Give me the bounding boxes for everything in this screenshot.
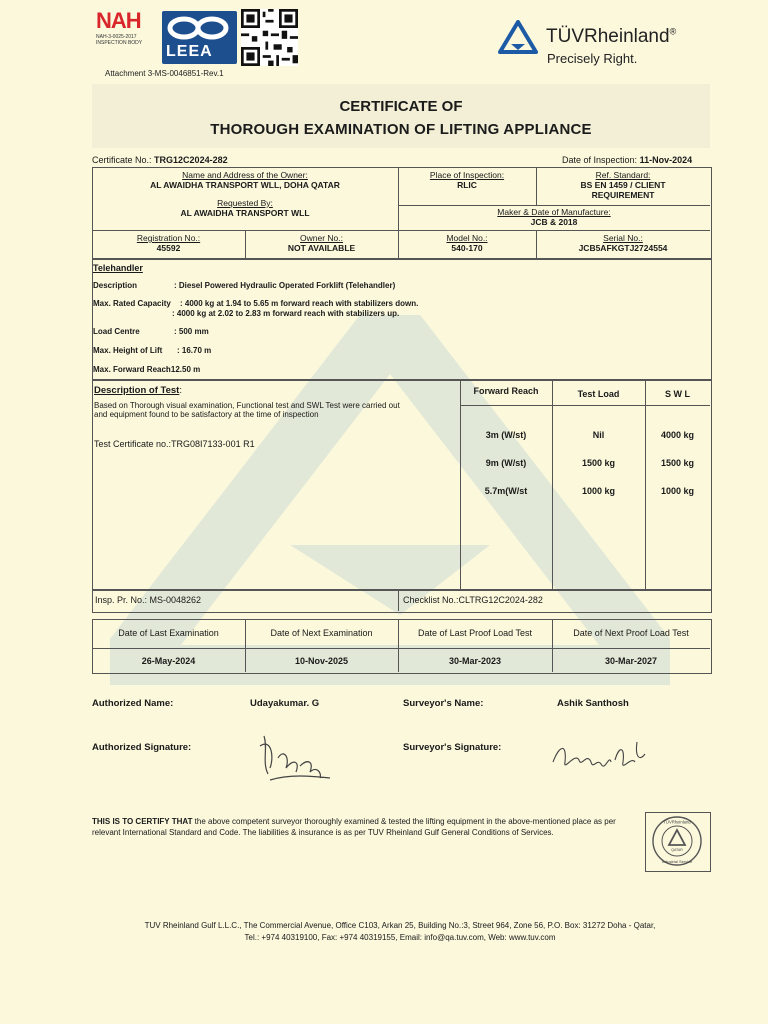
capacity-label: Max. Rated Capacity <box>93 299 171 308</box>
maker-value: JCB & 2018 <box>530 217 578 227</box>
row3-swl: 1000 kg <box>660 486 695 496</box>
place-cell <box>398 170 536 190</box>
surveyor-name: Ashik Santhosh <box>557 698 629 709</box>
surveyor-name-label: Surveyor's Name: <box>403 698 484 709</box>
leea-chain-icon <box>162 13 237 43</box>
authorized-name: Udayakumar. G <box>250 698 320 709</box>
description-value: : Diesel Powered Hydraulic Operated Forklift (Telehandler) <box>174 281 396 290</box>
load-centre-value: : 500 mm <box>174 327 209 336</box>
test-heading: Description of Test <box>94 385 180 396</box>
reach-label: Max. Forward Reach <box>93 365 171 374</box>
owner-no-cell <box>245 233 398 253</box>
nah-line2: INSPECTION BODY <box>96 40 143 46</box>
footer-line1: TUV Rheinland Gulf L.L.C., The Commercial Avenue, Office C103, Arkan 25, Building No.:3, Street 964, Zone 56, P.O. Box: 31272 Doha - Qatar, <box>144 921 656 930</box>
nah-line1: NAH-3-0025-2017 <box>96 34 137 40</box>
certificate-number-label: Certificate No.: <box>92 155 152 165</box>
height-value: : 16.70 m <box>177 346 212 355</box>
last-proof-label: Date of Last Proof Load Test <box>418 628 532 638</box>
last-proof-date: 30-Mar-2023 <box>448 656 502 666</box>
row3-load: 1000 kg <box>581 486 616 496</box>
row2-reach: 9m (W/st) <box>485 458 527 468</box>
stamp-center-text: QATAR <box>671 848 683 852</box>
last-exam-label: Date of Last Examination <box>118 628 219 638</box>
standard-value-line1: BS EN 1459 / CLIENT <box>580 180 666 190</box>
next-exam-label: Date of Next Examination <box>270 628 373 638</box>
checklist-no: Checklist No.:CLTRG12C2024-282 <box>403 595 543 605</box>
next-proof-label: Date of Next Proof Load Test <box>573 628 689 638</box>
serial-value: JCB5AFKGTJ2724554 <box>578 243 668 253</box>
requested-by-label: Requested By: <box>217 198 273 208</box>
row3-reach: 5.7m(W/st <box>484 486 528 496</box>
owner-cell <box>92 170 398 218</box>
insp-pr-no: Insp. Pr. No.: MS-0048262 <box>95 595 202 605</box>
certificate-number: TRG12C2024-282 <box>154 155 228 165</box>
title-line2: THOROUGH EXAMINATION OF LIFTING APPLIANCE <box>210 121 592 138</box>
description-label: Description <box>93 281 138 290</box>
next-proof-date: 30-Mar-2027 <box>604 656 658 666</box>
equipment-block <box>92 258 712 381</box>
model-value: 540-170 <box>451 243 483 253</box>
owner-no-value: NOT AVAILABLE <box>287 243 356 253</box>
tuv-triangle-logo-icon <box>498 20 538 54</box>
surveyor-signature-label: Surveyor's Signature: <box>403 742 502 753</box>
capacity-line1: : 4000 kg at 1.94 to 5.65 m forward reach with stabilizers down. <box>180 299 419 308</box>
standard-cell <box>536 170 710 200</box>
inspection-date-row <box>562 155 692 165</box>
tuv-tagline: Precisely Right. <box>547 51 638 66</box>
qr-code-icon <box>240 9 299 66</box>
owner-no-label: Owner No.: <box>300 233 343 243</box>
title-band <box>92 84 710 148</box>
registration-cell <box>92 233 245 253</box>
place-value: RLIC <box>457 180 477 190</box>
model-label: Model No.: <box>446 233 488 243</box>
serial-label: Serial No.: <box>603 233 643 243</box>
last-exam-date: 26-May-2024 <box>141 656 196 666</box>
nah-logo-letters: NAH <box>96 8 141 33</box>
reach-value: : 12.50 m <box>166 365 201 374</box>
attachment-reference: Attachment 3-MS-0046851-Rev.1 <box>105 69 224 78</box>
surveyor-signature <box>545 732 655 782</box>
load-centre-label: Load Centre <box>93 327 140 336</box>
requested-by-value: AL AWAIDHA TRANSPORT WLL <box>180 208 310 218</box>
stamp-bottom-text: Industrial Service <box>661 859 693 864</box>
leea-logo <box>162 11 237 64</box>
standard-label: Ref. Standard: <box>595 170 651 180</box>
title-line1: CERTIFICATE OF <box>339 98 463 115</box>
tuv-registered-mark: ® <box>669 26 677 37</box>
nah-logo <box>96 10 156 58</box>
col-test-load: Test Load <box>577 389 620 399</box>
owner-value: AL AWAIDHA TRANSPORT WLL, DOHA QATAR <box>150 180 340 190</box>
nah-accreditation-text <box>96 34 156 46</box>
test-text-line1: Based on Thorough visual examination, Functional test and SWL Test were carried out <box>94 401 400 410</box>
test-heading-colon: : <box>179 385 182 396</box>
next-exam-date: 10-Nov-2025 <box>294 656 349 666</box>
authorized-signature-label: Authorized Signature: <box>92 742 192 753</box>
test-description <box>94 401 456 419</box>
registration-label: Registration No.: <box>136 233 201 243</box>
inspection-date-label: Date of Inspection: <box>562 155 638 165</box>
stamp-top-text: TÜVRheinland <box>663 819 691 825</box>
authorized-name-label: Authorized Name: <box>92 698 174 709</box>
col-forward-reach: Forward Reach <box>473 386 539 396</box>
row2-swl: 1500 kg <box>660 458 695 468</box>
authorized-signature <box>250 728 340 784</box>
place-label: Place of Inspection: <box>429 170 505 180</box>
registration-value: 45592 <box>156 243 181 253</box>
test-certificate-no: Test Certificate no.:TRG08I7133-001 R1 <box>94 439 255 449</box>
certify-lead: THIS IS TO CERTIFY THAT <box>92 817 193 826</box>
equipment-heading: Telehandler <box>93 263 143 273</box>
tuv-seal-stamp <box>651 815 703 867</box>
model-cell <box>398 233 536 253</box>
leea-text: LEEA <box>166 43 213 60</box>
company-footer <box>80 920 720 944</box>
col-swl: S W L <box>665 389 690 399</box>
certify-statement <box>92 816 632 838</box>
tuv-brand-name <box>546 26 676 48</box>
test-text-line2: and equipment found to be satisfactory at the time of inspection <box>94 410 319 419</box>
owner-label: Name and Address of the Owner: <box>182 170 308 180</box>
certificate-number-row <box>92 155 228 165</box>
row1-load: Nil <box>592 430 605 440</box>
height-label: Max. Height of Lift <box>93 346 163 355</box>
footer-line2: Tel.: +974 40319100, Fax: +974 40319155, Email: info@qa.tuv.com, Web: www.tuv.com <box>244 933 556 942</box>
serial-cell <box>536 233 710 253</box>
row1-swl: 4000 kg <box>660 430 695 440</box>
maker-cell <box>398 207 710 227</box>
capacity-line2: : 4000 kg at 2.02 to 2.83 m forward reach with stabilizers up. <box>172 309 400 318</box>
row1-reach: 3m (W/st) <box>485 430 527 440</box>
tuv-brand-text: TÜVRheinland <box>546 26 670 47</box>
inspection-date: 11-Nov-2024 <box>639 155 693 165</box>
test-heading-row <box>94 385 182 396</box>
standard-value-line2: REQUIREMENT <box>591 190 655 200</box>
certify-text: the above competent surveyor thoroughly examined & tested the lifting equipment in the above-mentioned place as per relevant International Standard and Code. The liabilities & insurance is as per TUV Rheinland Gulf General Conditions of Services. <box>92 817 616 837</box>
row2-load: 1500 kg <box>581 458 616 468</box>
maker-label: Maker & Date of Manufacture: <box>497 207 611 217</box>
